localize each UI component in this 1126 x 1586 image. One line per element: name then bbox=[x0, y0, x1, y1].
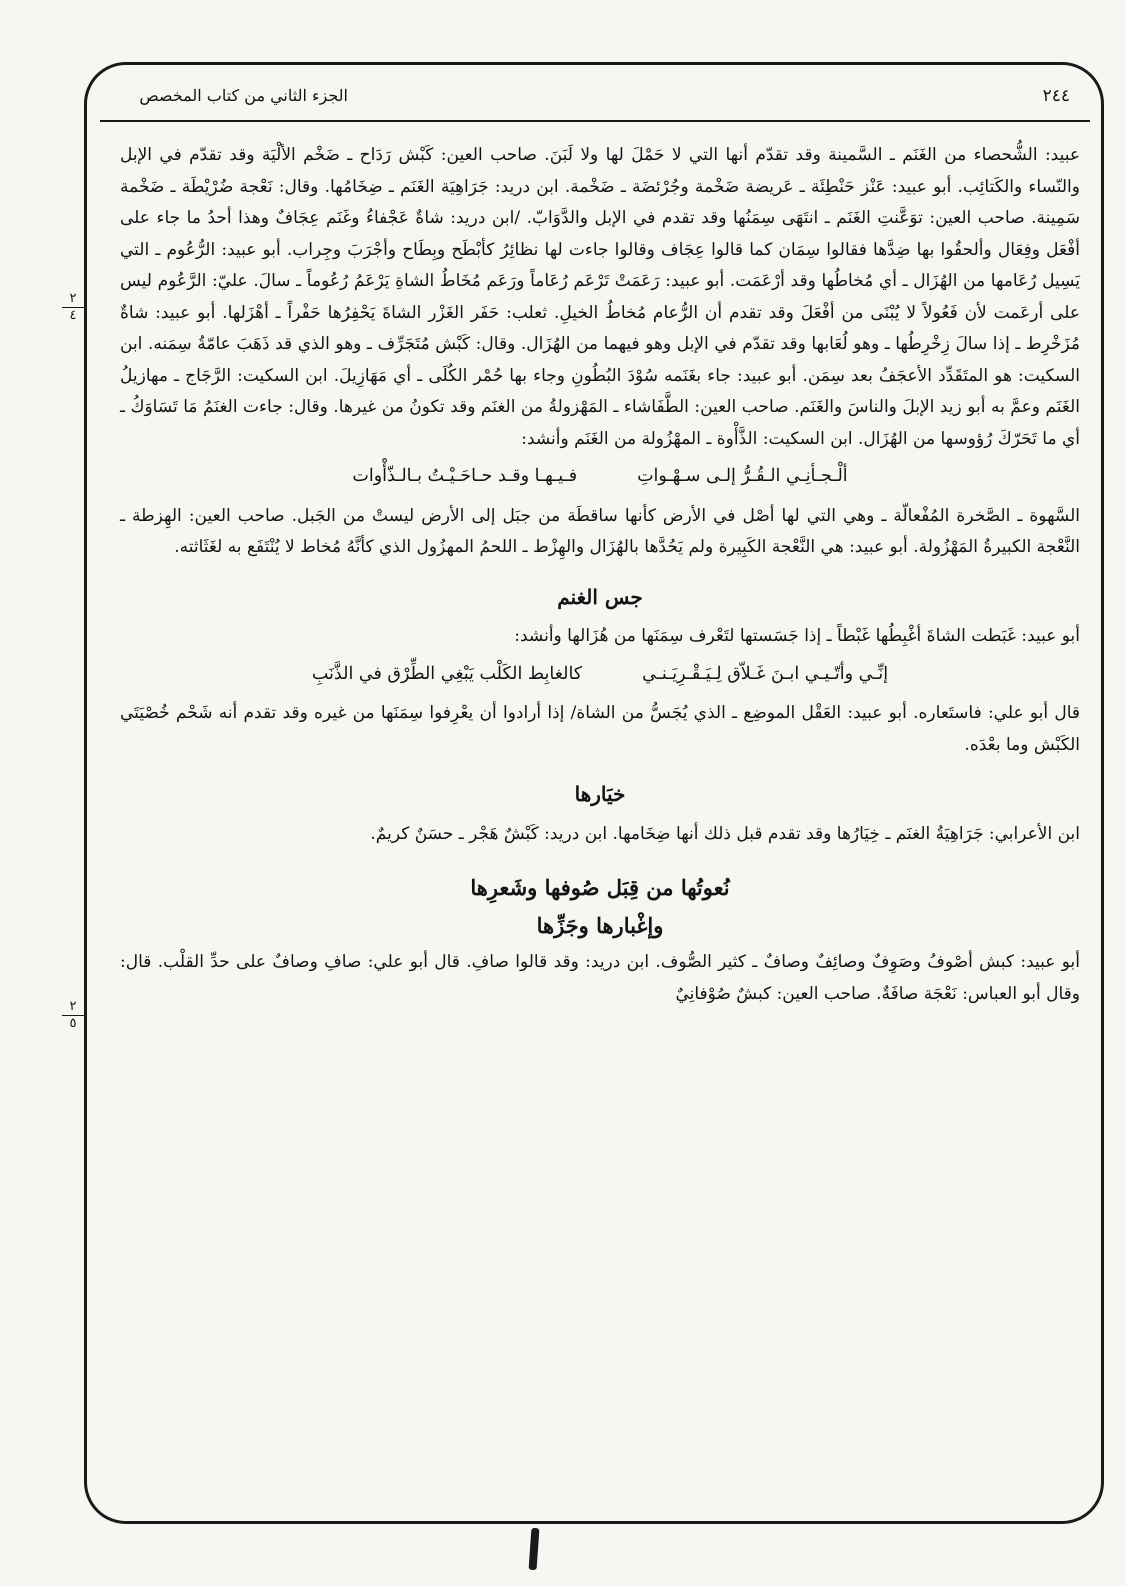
paragraph: قال أبو علي: فاستَعاره. أبو عبيد: العَقْل الموضِع ـ الذي يُجَسُّ من الشاة/ إذا أرادوا أن يعْرِفوا سِمَنَها من غيره وقد تقدم أنه شَحْم خُصْيَتَي الكَبْش وما بعْدَه. bbox=[120, 703, 1080, 755]
header-rule bbox=[100, 120, 1090, 122]
margin-marker-bottom: ٥ bbox=[69, 1016, 77, 1032]
margin-marker bbox=[62, 292, 84, 324]
paragraph: ابن الأعرابي: جَرَاهِيَةُ الغنَم ـ خِيَارُها وقد تقدم قبل ذلك أنها ضِخَامها. ابن دريد: كَبْشٌ هَجْر ـ حسَنٌ كريمٌ. bbox=[370, 823, 1080, 844]
paragraph: أبو عبيد: غَبَطت الشاةَ أغْبِطُها غَبْطاً ـ إذا جَسَستها لتَعْرف سِمَنَها من هُزَالها وأنشد: bbox=[514, 626, 1080, 646]
page-number: ٢٤٤ bbox=[1042, 86, 1070, 106]
page-body bbox=[120, 140, 1080, 1010]
paragraph: عبيد: الشُّحصاء من الغَنَم ـ السَّمينة وقد تقدّم أنها التي لا حَمْلَ لها ولا لَبَنَ. صاحب العين: كَبْش رَدَاح ـ ضَخْم الألْيَة وقد تقدّم في الإبل والنّساء والكَتائِب. أبو عبيد: عَنْز حَنْطِئَة ـ عَريضة ضَخْمة وجُرْئضَة ـ ضَخْمة. ابن دريد: جَرَاهِيَة الغَنَم ـ ضِخَامُها. وقال: نَعْجة ضُرْيْطَة ـ ضَخْمة سَمِينة. صاحب العين: توَعَّنتِ الغَنَم ـ انتَهَى سِمَنُها وقد تقدم في الإبل والدَّوَابّ. /ابن دريد: شاةٌ عَجْفاءُ وغَنَم عِجَافٌ وهذا أحدُ ما جاء على أفْعَل وفِعَال وألحقُوا بها ضِدَّها فقالوا سِمَان كما قالوا عِجَاف وقالوا جاءت لها نظائِرُ كأبْطَح وبِطَاح وأجْرَبَ وجِراب. أبو عبيد: الرُّعُوم ـ التي يَسِيل رُعَامها من الهُزَال ـ أي مُخاطُها وقد أرْعَمَت. أبو عبيد: رَعَمَتْ تَرْعَم رُعَاماً ورَعَم مُخَاطُ الشاةِ يَرْعَمُ رُعُوماً ـ سالَ. عليّ: الرَّعُوم ليس على أرعَمت لأن فَعُولاً لا يُبْنَى من أفْعَلَ وقد تقدم أن الرُّعام مُخاطُ الخيلِ. ثعلب: حَفَر الغَزْر الشاةَ يَحْفِرُها حَفْراً ـ أهْزَلها. أبو عبيد: شاةٌ مُزَخْرِط ـ إذا سالَ زِخْرِطُها ـ وهو لُعَابها وقد تقدّم في الإبل وهو فيهما من الهُزَال. وقال: كَبْش مُتَجَرِّف ـ وهو الذي قد ذَهَبَ عامّةُ سِمَنه. ابن السكيت: هو المتَقَدِّد الأعجَفُ بعد سِمَن. أبو عبيد: جاء بغَنَمه سُوْدَ البُطُونِ وجاء بها حُمْر الكُلَى ـ أي مَهَازِيلَ. ابن السكيت: الرَّجَاج ـ مهازيلُ الغَنَم وعمَّ به أبو زيد الإبلَ والناسَ والغَنَم. صاحب العين: الطَّفَاشاء ـ المَهْزولةُ من الغنَم وقد تكونُ من غيرها. وقال: جاءت الغنَمُ مَا تَسَاوَكُ ـ أي ما تَحَرّكَ رُؤوسها من الهُزَال. ابن السكيت: الذَّأْوة ـ المهْزُولة من الغَنَم وأنشد: bbox=[120, 145, 1080, 449]
verse-first-hemistich: ألْـجـأنِـي الـقُـرُّ إلـى سـهْـواتِ bbox=[637, 466, 848, 486]
verse-second-hemistich: كالغابِط الكَلْب يَبْغِي الطِّرْق في الذَّنَبِ bbox=[311, 663, 583, 684]
margin-marker-bottom: ٤ bbox=[69, 308, 77, 324]
paragraph: السَّهوة ـ الصَّخرة المُفْعالّة ـ وهي التي لها أصْل في الأرض كأنها ساقطَة من جبَل إلى الأرض ليستْ من الجَبل. صاحب العين: الهِزطة ـ النَّعْجة الكبيرةُ المَهْزُولة. أبو عبيد: هي النَّعْجة الكَبِيرة ولم يَحُدَّها بالهُزَال والهِزْط ـ اللحمُ المهزُول الذي كأنَّهُ مُخاط لا يُنْتَفَع به لغَثَاثته. bbox=[120, 505, 1080, 557]
scan-mark bbox=[529, 1528, 540, 1570]
section-heading: جس الغنم bbox=[557, 584, 643, 609]
margin-marker-top: ٢ bbox=[69, 999, 77, 1014]
section-heading: خيَارها bbox=[574, 782, 626, 806]
verse-first-hemistich: إنِّـي وأتّـيـي ابـنَ غَـلاّق لِـيَـقْـرِيَـنـي bbox=[642, 663, 889, 684]
paragraph: أبو عبيد: كبش أصْوفُ وصَوِفٌ وصائِفٌ وصافٌ ـ كثير الصُّوف. ابن دريد: وقد قالوا صافِ. قال أبو علي: صافِ وصافٌ على حدِّ القلْب. قال: وقال أبو العباس: نَعْجَة صافَةٌ. صاحب العين: كبشٌ صُوْفانِيٌ bbox=[120, 952, 1080, 1004]
verse-second-hemistich: فـيـهـا وقـد حـاحَـيْـتُ بـالـذّأْوات bbox=[352, 466, 578, 486]
verse bbox=[120, 659, 1080, 691]
running-title: الجزء الثاني من كتاب المخصص bbox=[139, 86, 348, 105]
margin-marker bbox=[62, 1000, 84, 1032]
section-heading: نُعوتُها من قِبَل صُوفها وشَعرِها bbox=[470, 875, 730, 900]
margin-marker-top: ٢ bbox=[69, 291, 77, 306]
verse bbox=[120, 461, 1080, 493]
section-subheading: وإغْبارها وجَزِّها bbox=[536, 912, 664, 938]
